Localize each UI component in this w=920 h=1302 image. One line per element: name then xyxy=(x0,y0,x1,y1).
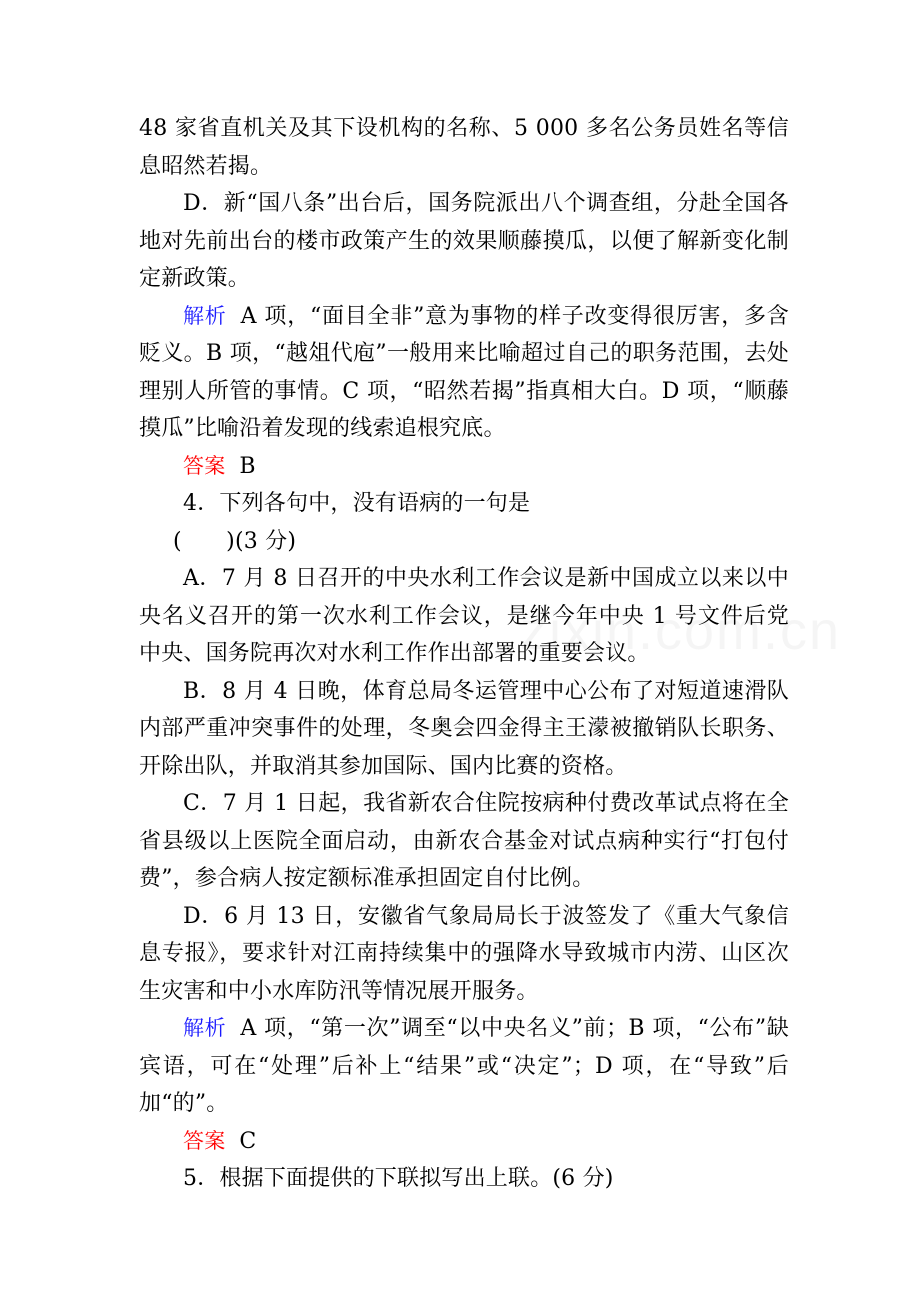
option-b: B．8 月 4 日晚，体育总局冬运管理中心公布了对短道速滑队内部严重冲突事件的处理，冬奥会四金得主王濛被撤销队长职务、开除出队，并取消其参加国际、国内比赛的资格。 xyxy=(139,678,789,779)
answer-label: 答案 xyxy=(183,1128,226,1153)
document-page xyxy=(139,110,789,1198)
analysis-label: 解析 xyxy=(183,303,227,328)
answer-text: B xyxy=(239,453,256,479)
question-5: 5．根据下面提供的下联拟写出上联。(6 分) xyxy=(183,1166,614,1191)
analysis-text: A 项，“面目全非”意为事物的样子改变得很厉害，多含贬义。B 项，“越俎代庖”一般用来比喻超过自己的职务范围，去处理别人所管的事情。C 项，“昭然若揭”指真相大白。D 项，“顺藤摸瓜”比喻沿着发现的线索追根究底。 xyxy=(139,303,789,441)
option-a: A．7 月 8 日召开的中央水利工作会议是新中国成立以来以中央名义召开的第一次水利工作会议，是继今年中央 1 号文件后党中央、国务院再次对水利工作作出部署的重要会议。 xyxy=(139,566,789,666)
analysis-2 xyxy=(139,1010,789,1123)
question-4: 4．下列各句中，没有语病的一句是 xyxy=(183,491,531,516)
paragraph-continuation: 48 家省直机关及其下设机构的名称、5 000 多名公务员姓名等信息昭然若揭。 xyxy=(139,116,789,179)
analysis-1 xyxy=(139,298,789,448)
option-d: D．6 月 13 日，安徽省气象局局长于波签发了《重大气象信息专报》，要求针对江南持续集中的强降水导致城市内涝、山区次生灾害和中小水库防汛等情况展开服务。 xyxy=(139,903,789,1004)
answer-label: 答案 xyxy=(183,453,226,478)
answer-1 xyxy=(139,448,789,486)
analysis-text: A 项，“第一次”调至“以中央名义”前；B 项，“公布”缺宾语，可在“处理”后补上“结果”或“决定”；D 项，在“导致”后加“的”。 xyxy=(139,1016,789,1116)
answer-text: C xyxy=(239,1128,257,1154)
option-c: C．7 月 1 日起，我省新农合住院按病种付费改革试点将在全省县级以上医院全面启动，由新农合基金对试点病种实行“打包付费”，参合病人按定额标准承担固定自付比例。 xyxy=(139,791,789,891)
option-d-previous: D．新“国八条”出台后，国务院派出八个调查组，分赴全国各地对先前出台的楼市政策产生的效果顺藤摸瓜，以便了解新变化制定新政策。 xyxy=(139,191,789,291)
question-4-score: ( )(3 分) xyxy=(173,528,297,554)
analysis-label: 解析 xyxy=(183,1016,227,1040)
answer-2 xyxy=(139,1123,789,1161)
